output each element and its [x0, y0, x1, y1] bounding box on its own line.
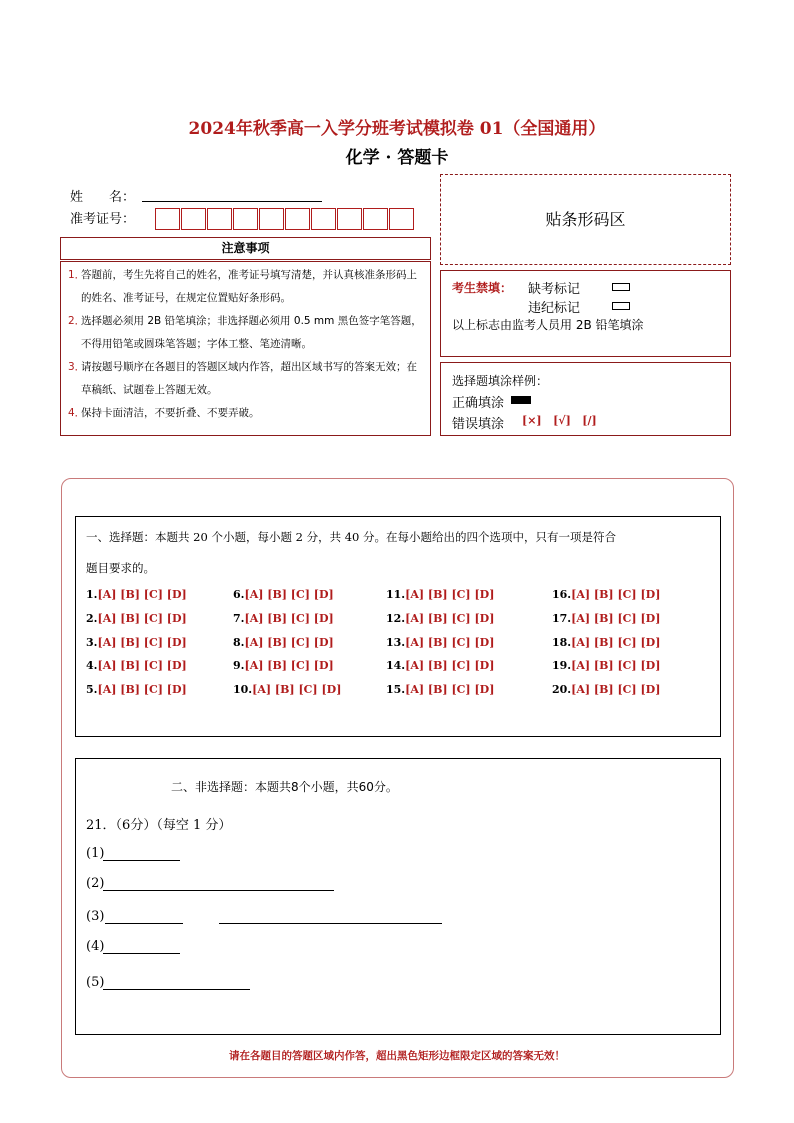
- blank-1-line[interactable]: [103, 860, 180, 861]
- blank-5-line[interactable]: [103, 989, 250, 990]
- question-13[interactable]: 13.[A] [B] [C] [D]: [386, 636, 495, 649]
- correct-fill-label: 正确填涂: [452, 396, 505, 411]
- blank-4-line[interactable]: [103, 953, 180, 954]
- question-12[interactable]: 12.[A] [B] [C] [D]: [386, 612, 495, 625]
- choice-instructions-cont: 题目要求的。: [86, 561, 155, 575]
- barcode-area: [440, 174, 731, 265]
- notice-item: 2． 选择题必须用 2B 铅笔填涂；非选择题必须用 0.5 mm 黑色签字笔答题，不得用铅笔或圆珠笔答题；字体工整、笔迹清晰。: [68, 315, 422, 350]
- question-18[interactable]: 18.[A] [B] [C] [D]: [552, 636, 661, 649]
- question-21-label: 21．（6分）（每空 1 分）: [86, 818, 232, 833]
- notice-box: [60, 261, 431, 436]
- question-9[interactable]: 9.[A] [B] [C] [D]: [233, 659, 334, 672]
- card-title: 2024年秋季高一入学分班考试模拟卷 01（全国通用）: [188, 119, 606, 139]
- id-digit-box[interactable]: [233, 208, 258, 230]
- violation-mark-box[interactable]: [612, 302, 630, 310]
- correct-fill-sample: [511, 396, 531, 404]
- id-digit-box[interactable]: [207, 208, 232, 230]
- blank-3b-line[interactable]: [219, 923, 442, 924]
- fill-sample-title: 选择题填涂样例：: [452, 374, 549, 388]
- exam-mark-note: 以上标志由监考人员用 2B 铅笔填涂: [452, 318, 644, 332]
- question-8[interactable]: 8.[A] [B] [C] [D]: [233, 636, 334, 649]
- exam-id-label: 准考证号：: [70, 212, 136, 227]
- question-10[interactable]: 10.[A] [B] [C] [D]: [233, 683, 342, 696]
- choice-instructions: 一、选择题：本题共 20 个小题，每小题 2 分，共 40 分。在每小题给出的四个选项中，只有一项是符合: [86, 530, 617, 544]
- wrong-fill-label: 错误填涂: [452, 417, 505, 432]
- blank-2-label: (2): [86, 876, 105, 891]
- card-subtitle: 化学 · 答题卡: [345, 148, 449, 168]
- footer-warning: 请在各题目的答题区域内作答，超出黑色矩形边框限定区域的答案无效！: [229, 1050, 565, 1062]
- question-2[interactable]: 2.[A] [B] [C] [D]: [86, 612, 187, 625]
- fill-sample-box: [440, 362, 731, 436]
- id-digit-box[interactable]: [389, 208, 414, 230]
- exam-mark-box: [440, 270, 731, 357]
- question-15[interactable]: 15.[A] [B] [C] [D]: [386, 683, 495, 696]
- id-digit-box[interactable]: [181, 208, 206, 230]
- blank-3-label: (3): [86, 909, 105, 924]
- question-20[interactable]: 20.[A] [B] [C] [D]: [552, 683, 661, 696]
- question-17[interactable]: 17.[A] [B] [C] [D]: [552, 612, 661, 625]
- name-field[interactable]: [142, 201, 322, 202]
- blank-1-label: (1): [86, 846, 105, 861]
- notice-heading: 注意事项: [60, 237, 431, 260]
- name-label: 姓 名：: [70, 190, 136, 205]
- wrong-fill-samples: [×] [√] [/]: [522, 414, 597, 427]
- choice-section: [75, 516, 721, 737]
- question-14[interactable]: 14.[A] [B] [C] [D]: [386, 659, 495, 672]
- question-4[interactable]: 4.[A] [B] [C] [D]: [86, 659, 187, 672]
- notice-item: 3． 请按题号顺序在各题目的答题区域内作答，超出区域书写的答案无效；在草稿纸、试题卷上答题无效。: [68, 361, 417, 396]
- barcode-label: 贴条形码区: [545, 210, 626, 229]
- question-6[interactable]: 6.[A] [B] [C] [D]: [233, 588, 334, 601]
- free-response-section: [75, 758, 721, 1035]
- question-1[interactable]: 1.[A] [B] [C] [D]: [86, 588, 187, 601]
- absent-mark-box[interactable]: [612, 283, 630, 291]
- blank-3a-line[interactable]: [105, 923, 183, 924]
- blank-2-line[interactable]: [103, 890, 334, 891]
- violation-mark-label: 违纪标记: [528, 301, 581, 316]
- question-19[interactable]: 19.[A] [B] [C] [D]: [552, 659, 661, 672]
- id-digit-box[interactable]: [259, 208, 284, 230]
- id-digit-box[interactable]: [311, 208, 336, 230]
- question-7[interactable]: 7.[A] [B] [C] [D]: [233, 612, 334, 625]
- question-3[interactable]: 3.[A] [B] [C] [D]: [86, 636, 187, 649]
- question-16[interactable]: 16.[A] [B] [C] [D]: [552, 588, 661, 601]
- blank-5-label: (5): [86, 975, 105, 990]
- absent-mark-label: 缺考标记: [528, 282, 581, 297]
- notice-item: 4． 保持卡面清洁，不要折叠、不要弄破。: [68, 407, 260, 419]
- id-digit-box[interactable]: [363, 208, 388, 230]
- exam-mark-label: 考生禁填：: [452, 281, 513, 295]
- question-5[interactable]: 5.[A] [B] [C] [D]: [86, 683, 187, 696]
- notice-item: 1． 答题前，考生先将自己的姓名，准考证号填写清楚，并认真核准条形码上的姓名、准考证号，在规定位置贴好条形码。: [68, 269, 417, 304]
- id-digit-box[interactable]: [337, 208, 362, 230]
- question-11[interactable]: 11.[A] [B] [C] [D]: [386, 588, 495, 601]
- id-digit-box[interactable]: [285, 208, 310, 230]
- blank-4-label: (4): [86, 939, 105, 954]
- id-digit-box[interactable]: [155, 208, 180, 230]
- free-response-heading: 二、非选择题：本题共8个小题，共60分。: [171, 780, 398, 794]
- exam-id-boxes[interactable]: [155, 208, 421, 230]
